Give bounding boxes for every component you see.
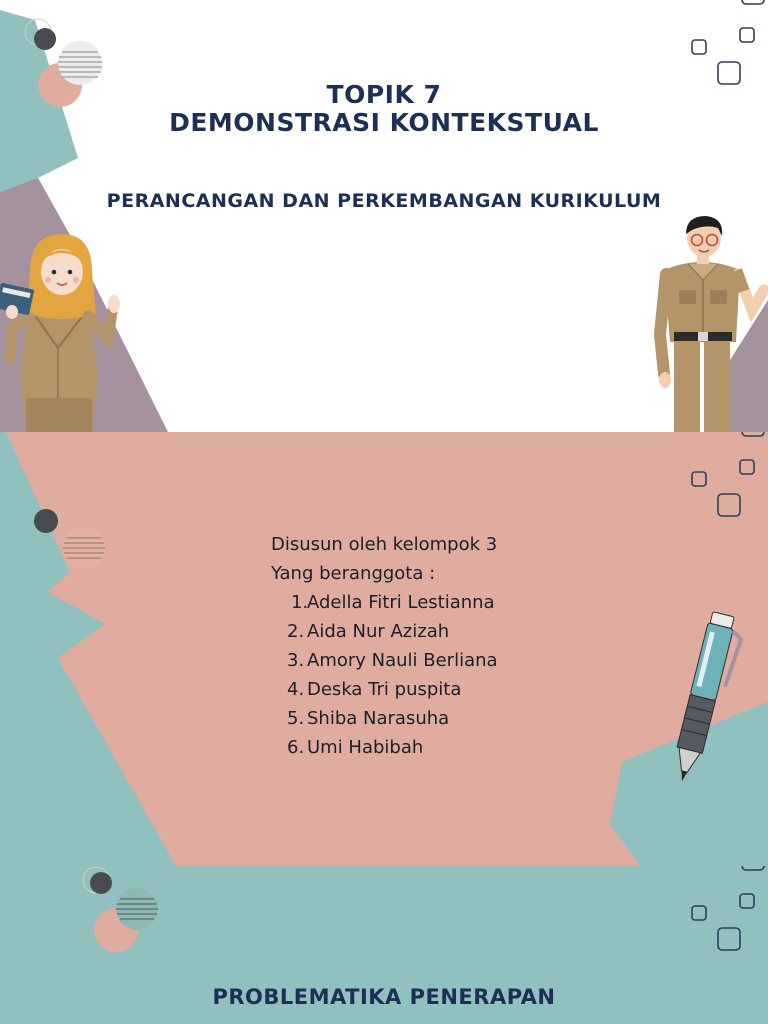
- members-slide: [0, 432, 768, 866]
- group-intro: Disusun oleh kelompok 3: [271, 534, 498, 555]
- hatched-circle: [58, 41, 102, 85]
- list-number: 5.: [287, 708, 305, 729]
- member-list: [0, 432, 768, 866]
- member-name: Amory Nauli Berliana: [307, 650, 498, 671]
- topic-number: TOPIK 7: [326, 80, 442, 109]
- woman-teacher-illustration: [0, 228, 130, 432]
- man-teacher-illustration: [652, 214, 768, 432]
- list-number: 3.: [287, 650, 305, 671]
- members-label: Yang beranggota :: [271, 563, 436, 584]
- list-item: [271, 592, 571, 618]
- list-item: [271, 621, 571, 647]
- cover-subtitle: PERANCANGAN DAN PERKEMBANGAN KURIKULUM: [106, 190, 662, 212]
- list-item: [271, 679, 571, 705]
- member-name: Aida Nur Azizah: [307, 621, 450, 642]
- member-name: Deska Tri puspita: [307, 679, 462, 700]
- member-name: Umi Habibah: [307, 737, 424, 758]
- list-number: 1.: [291, 592, 309, 613]
- list-number: 4.: [287, 679, 305, 700]
- list-item: [271, 650, 571, 676]
- list-item: [271, 708, 571, 734]
- next-slide: [0, 866, 768, 1024]
- list-number: 6.: [287, 737, 305, 758]
- next-slide-title: PROBLEMATIKA PENERAPAN: [212, 985, 556, 1009]
- list-item: [271, 737, 571, 763]
- member-name: Shiba Narasuha: [307, 708, 450, 729]
- hatched-circle: [116, 888, 158, 930]
- member-name: Adella Fitri Lestianna: [307, 592, 495, 613]
- cover-title: DEMONSTRASI KONTEKSTUAL: [169, 108, 599, 137]
- list-number: 2.: [287, 621, 305, 642]
- cover-slide: [0, 0, 768, 432]
